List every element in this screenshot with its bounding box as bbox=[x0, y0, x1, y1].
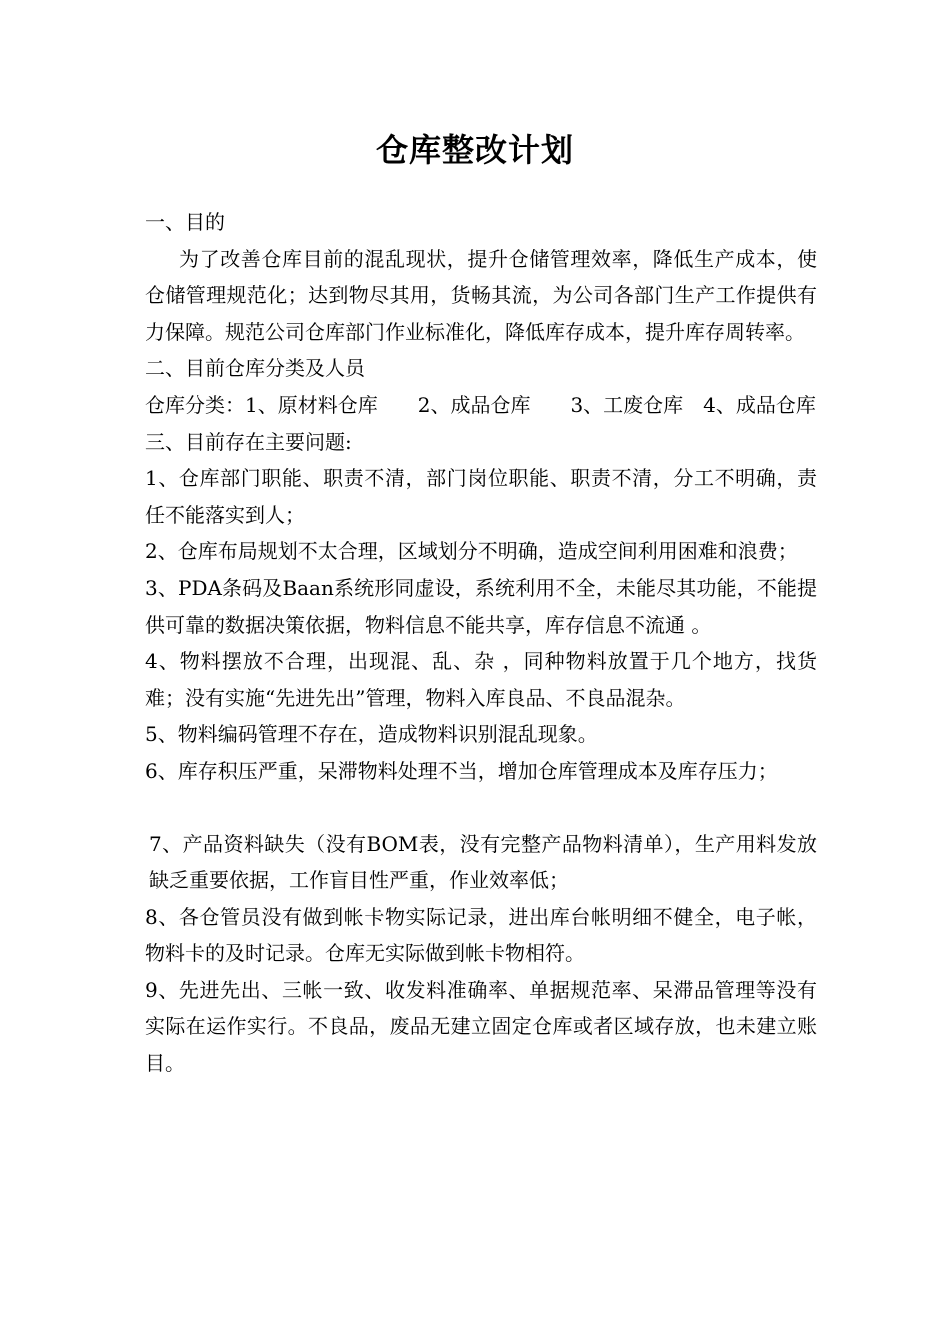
problem-item-8: 8、各仓管员没有做到帐卡物实际记录，进出库台帐明细不健全，电子帐，物料卡的及时记录。仓库无实际做到帐卡物相符。 bbox=[145, 904, 817, 966]
problem-item-3: 3、PDA条码及Baan系统形同虚设，系统利用不全，未能尽其功能，不能提供可靠的数据决策依据，物料信息不能共享，库存信息不流通 。 bbox=[145, 575, 817, 637]
problem-item-4: 4、物料摆放不合理，出现混、乱、杂 ，同种物料放置于几个地方，找货难；没有实施“先进先出”管理，物料入库良品、不良品混杂。 bbox=[145, 649, 817, 710]
document-body bbox=[145, 204, 817, 1082]
classification-paragraph: 仓库分类：1、原材料仓库 2、成品仓库 3、工废仓库 4、成品仓库 bbox=[145, 392, 816, 417]
paragraph-gap bbox=[145, 790, 817, 826]
problem-item-6: 6、库存积压严重，呆滞物料处理不当，增加仓库管理成本及库存压力； bbox=[145, 758, 778, 783]
problem-item-5: 5、物料编码管理不存在，造成物料识别混乱现象。 bbox=[145, 722, 598, 747]
purpose-paragraph: 为了改善仓库目前的混乱现状，提升仓储管理效率，降低生产成本，使仓储管理规范化；达到物尽其用，货畅其流，为公司各部门生产工作提供有力保障。规范公司仓库部门作业标准化，降低库存成本，提升库存周转率。 bbox=[145, 246, 817, 344]
problem-item-7: 7、产品资料缺失（没有BOM表，没有完整产品物料清单），生产用料发放缺乏重要依据，工作盲目性严重，作业效率低； bbox=[149, 831, 817, 893]
section-heading-purpose: 一、目的 bbox=[145, 210, 225, 234]
section-heading-classification: 二、目前仓库分类及人员 bbox=[145, 356, 365, 381]
document-title: 仓库整改计划 bbox=[375, 131, 574, 169]
section-heading-problems: 三、目前存在主要问题: bbox=[145, 429, 352, 454]
problem-item-9: 9、先进先出、三帐一致、收发料准确率、单据规范率、呆滞品管理等没有实际在运作实行。不良品，废品无建立固定仓库或者区域存放，也未建立账目。 bbox=[145, 977, 817, 1076]
problem-item-1: 1、仓库部门职能、职责不清，部门岗位职能、职责不清，分工不明确，责任不能落实到人； bbox=[145, 466, 817, 527]
problem-item-2: 2、仓库布局规划不太合理，区域划分不明确，造成空间利用困难和浪费； bbox=[145, 539, 798, 564]
